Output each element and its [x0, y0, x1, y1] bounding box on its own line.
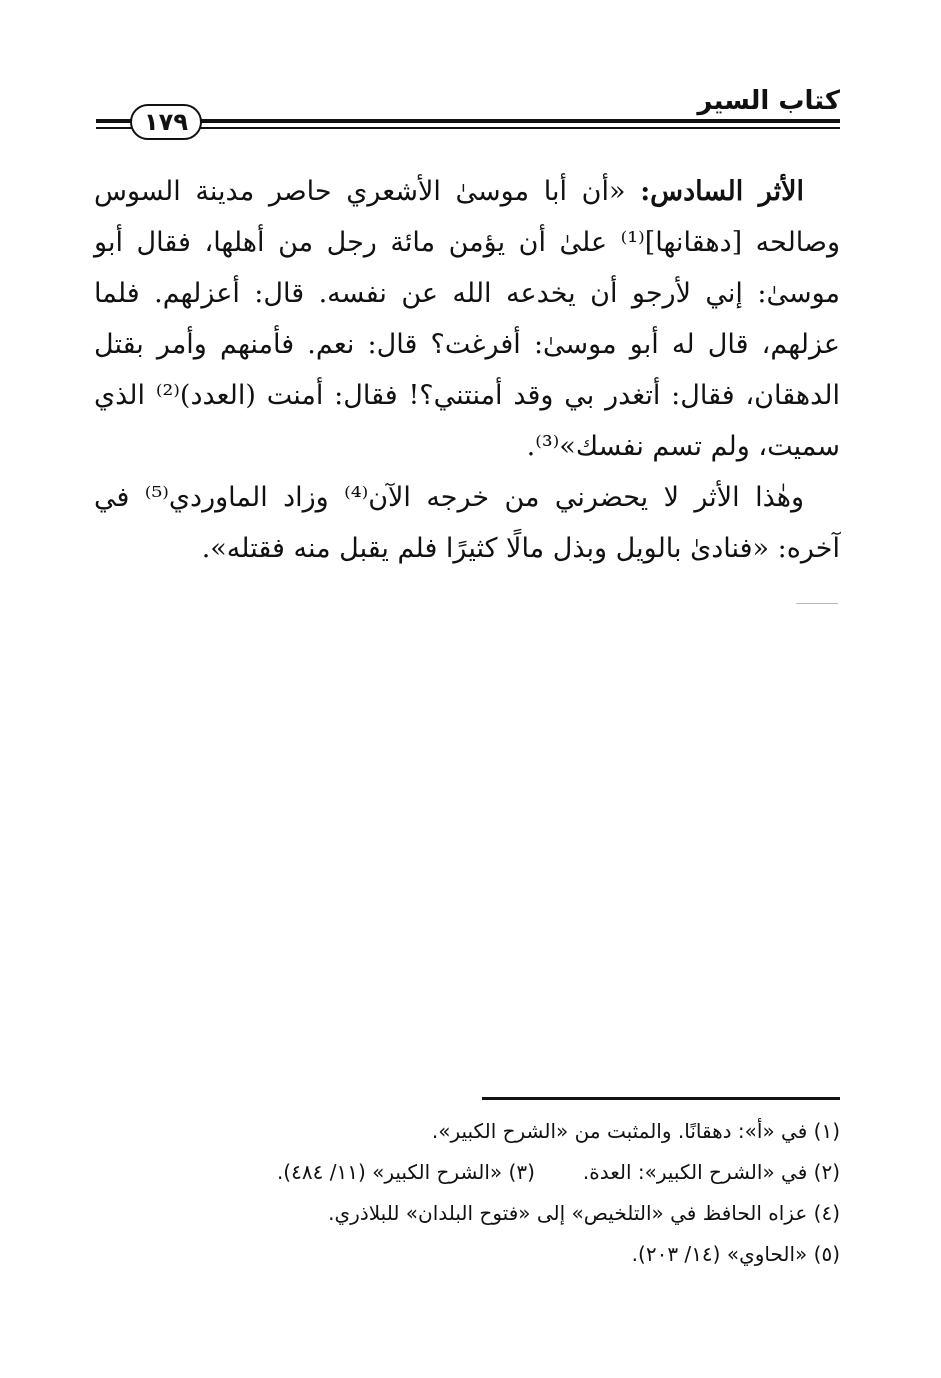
footnote-3: (٣) «الشرح الكبير» (١١/ ٤٨٤). [276, 1160, 535, 1184]
paragraph-1 [94, 166, 840, 472]
book-title: كتاب السير [697, 86, 840, 116]
footnote-1: (١) في «أ»: دهقانًا. والمثبت من «الشرح الكبير». [431, 1119, 840, 1143]
footnote-5: (٥) «الحاوي» (١٤/ ٢٠٣). [631, 1242, 840, 1266]
header-rule-thin [96, 127, 840, 129]
footnote-2: (٢) في «الشرح الكبير»: العدة. [582, 1160, 840, 1184]
section-heading: الأثر السادس: [640, 176, 805, 207]
page-header [96, 86, 840, 138]
paragraph-1-text: «أن أبا موسىٰ الأشعري حاصر مدينة السوس وصالحه [دهقانها]⁽¹⁾ علىٰ أن يؤمن مائة رجل من أهلها، فقال أبو موسىٰ: إني لأرجو أن يخدعه الله عن نفسه. قال: أعزلهم. فلما عزلهم، قال له أبو موسىٰ: أفرغت؟ قال: نعم. فأمنهم وأمر بقتل الدهقان، فقال: أتغدر بي وقد أمنتني؟! فقال: أمنت (العدد)⁽²⁾ الذي سميت، ولم تسم نفسك»⁽³⁾. [94, 176, 840, 462]
footnotes [94, 1111, 840, 1275]
header-rule-thick [96, 119, 840, 123]
main-text [94, 166, 840, 574]
footnote-line [94, 1111, 840, 1152]
footnote-4: (٤) عزاه الحافظ في «التلخيص» إلى «فتوح البلدان» للبلاذري. [328, 1201, 840, 1225]
footnote-line [94, 1234, 840, 1275]
footnote-line [94, 1152, 840, 1193]
page-number: ١٧٩ [130, 104, 202, 140]
decorative-mark [796, 603, 838, 604]
footnote-separator [482, 1097, 840, 1100]
footnote-line [94, 1193, 840, 1234]
paragraph-2: وهٰذا الأثر لا يحضرني من خرجه الآن⁽⁴⁾ وزاد الماوردي⁽⁵⁾ في آخره: «فنادىٰ بالويل وبذل مالًا كثيرًا فلم يقبل منه فقتله». [94, 482, 840, 564]
